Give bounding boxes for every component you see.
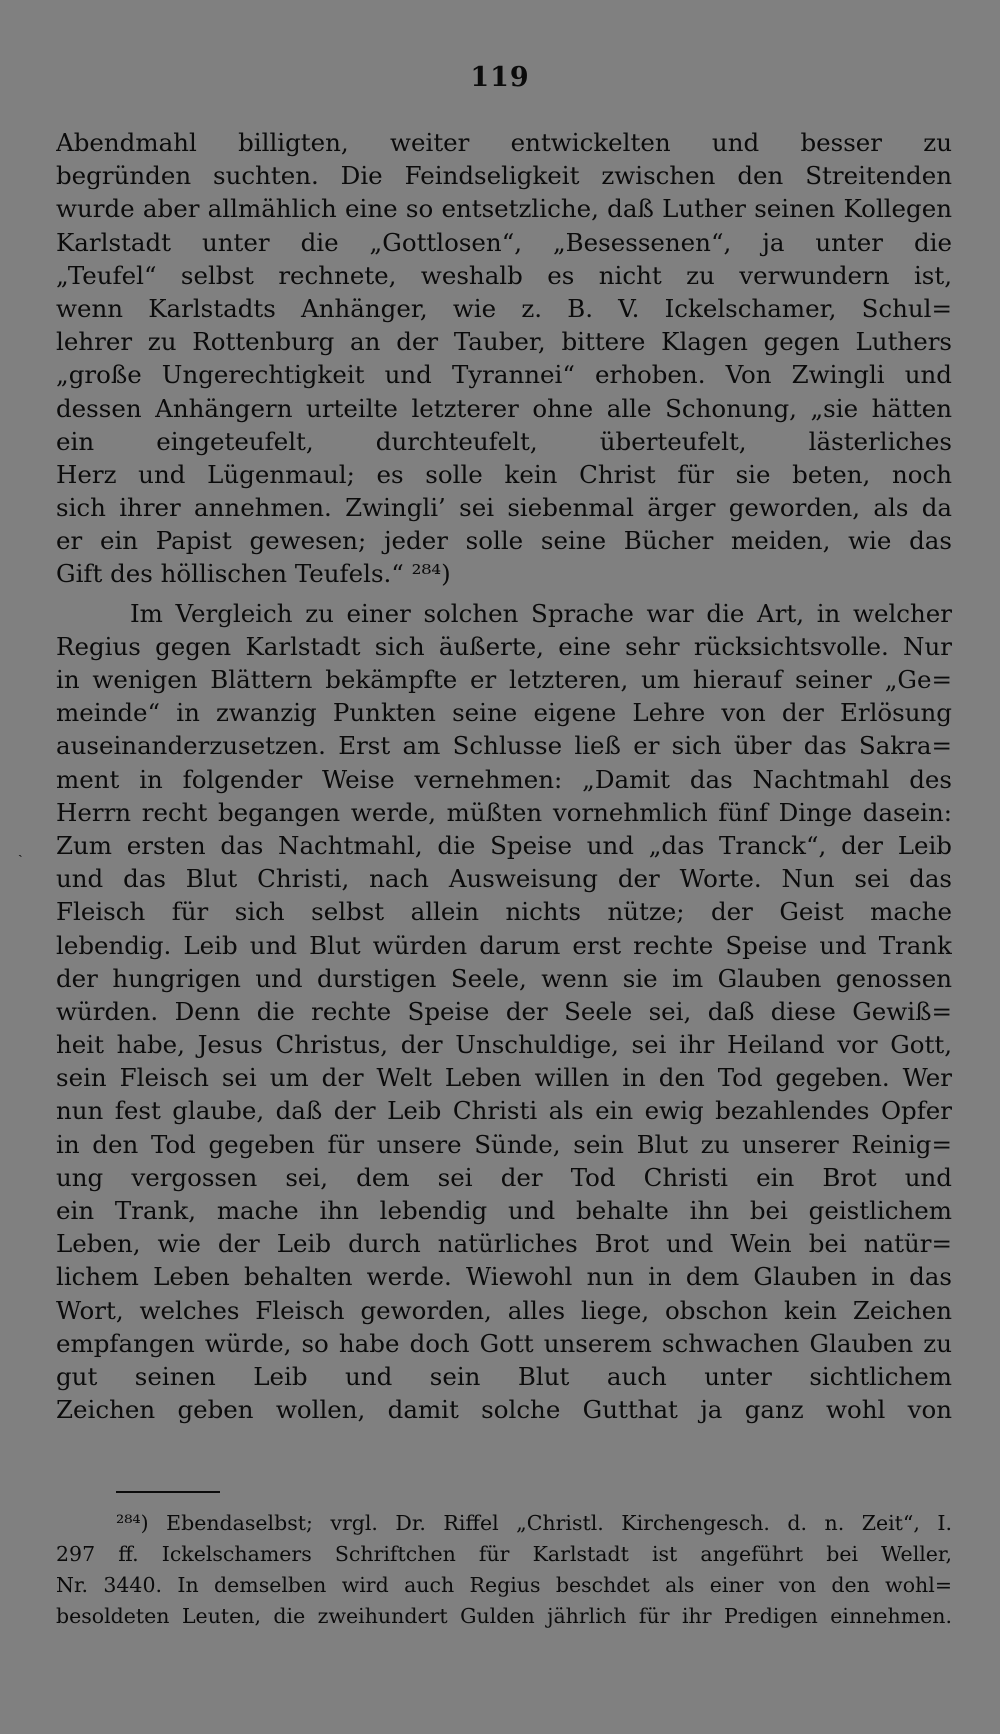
text-line: Gift des höllischen Teufels.“ ²⁸⁴) bbox=[56, 559, 451, 589]
text-line: Regius gegen Karlstadt sich äußerte, eine sehr rücksichtsvolle. Nur bbox=[56, 631, 952, 661]
text-line: begründen suchten. Die Feindseligkeit zwischen den Streitenden bbox=[56, 161, 952, 191]
paragraph-1 bbox=[56, 126, 952, 591]
text-line: sein Fleisch sei um der Welt Leben willen in den Tod gegeben. Wer bbox=[56, 1063, 952, 1093]
text-line: auseinanderzusetzen. Erst am Schlusse ließ er sich über das Sakra= bbox=[56, 731, 952, 761]
text-line: in den Tod gegeben für unsere Sünde, sein Blut zu unserer Reinig= bbox=[56, 1129, 952, 1159]
text-line: Zum ersten das Nachtmahl, die Speise und „das Tranck“, der Leib bbox=[56, 830, 952, 860]
text-line: empfangen würde, so habe doch Gott unserem schwachen Glauben zu bbox=[56, 1328, 952, 1358]
text-line: Abendmahl billigten, weiter entwickelten und besser zu bbox=[56, 128, 952, 157]
text-line: Fleisch für sich selbst allein nichts nütze; der Geist mache bbox=[56, 897, 952, 927]
footnote-rule bbox=[116, 1491, 220, 1493]
text-line: dessen Anhängern urteilte letzterer ohne alle Schonung, „sie hätten bbox=[56, 393, 952, 423]
text-line: ein Trank, mache ihn lebendig und behalte ihn bei geistlichem bbox=[56, 1196, 952, 1225]
text-line: Herz und Lügenmaul; es solle kein Christ für sie beten, noch bbox=[56, 459, 952, 489]
paragraph-2 bbox=[56, 597, 952, 1427]
page-number: 119 bbox=[470, 62, 530, 93]
text-line: der hungrigen und durstigen Seele, wenn sie im Glauben genossen bbox=[56, 963, 952, 993]
text-line: Zeichen geben wollen, damit solche Gutthat ja ganz wohl von bbox=[56, 1395, 952, 1425]
footnote-line: besoldeten Leuten, die zweihundert Gulden jährlich für ihr Predigen einnehmen. bbox=[56, 1604, 952, 1628]
text-line: gut seinen Leib und sein Blut auch unter sichtlichem bbox=[56, 1361, 952, 1391]
text-line: lichem Leben behalten werde. Wiewohl nun in dem Glauben in das bbox=[56, 1262, 952, 1292]
text-line: wurde aber allmählich eine so entsetzliche, daß Luther seinen Kollegen bbox=[56, 194, 952, 224]
text-line: „Teufel“ selbst rechnete, weshalb es nicht zu verwundern ist, bbox=[56, 260, 952, 290]
footnotes bbox=[56, 1508, 952, 1632]
text-line: Herrn recht begangen werde, müßten vornehmlich fünf Dinge dasein: bbox=[56, 797, 952, 827]
footnote-line: Nr. 3440. In demselben wird auch Regius beschdet als einer von den wohl= bbox=[56, 1573, 952, 1597]
text-line: wenn Karlstadts Anhänger, wie z. B. V. Ickelschamer, Schul= bbox=[56, 293, 952, 323]
text-line: nun fest glaube, daß der Leib Christi als ein ewig bezahlendes Opfer bbox=[56, 1096, 952, 1126]
footnote-line: ²⁸⁴) Ebendaselbst; vrgl. Dr. Riffel „Christl. Kirchengesch. d. n. Zeit“, I. bbox=[116, 1511, 952, 1535]
footnote-line: 297 ff. Ickelschamers Schriftchen für Karlstadt ist angeführt bei Weller, bbox=[56, 1542, 952, 1566]
text-line: meinde“ in zwanzig Punkten seine eigene Lehre von der Erlösung bbox=[56, 698, 952, 728]
text-line: und das Blut Christi, nach Ausweisung der Worte. Nun sei das bbox=[56, 864, 952, 894]
text-line: ung vergossen sei, dem sei der Tod Christi ein Brot und bbox=[56, 1162, 952, 1192]
text-line: in wenigen Blättern bekämpfte er letzteren, um hierauf seiner „Ge= bbox=[56, 665, 952, 694]
stray-mark: ˎ bbox=[18, 842, 23, 858]
text-line: ment in folgender Weise vernehmen: „Damit das Nachtmahl des bbox=[56, 764, 952, 794]
text-line: er ein Papist gewesen; jeder solle seine Bücher meiden, wie das bbox=[56, 526, 952, 556]
text-line: lebendig. Leib und Blut würden darum erst rechte Speise und Trank bbox=[56, 930, 952, 960]
text-line: Im Vergleich zu einer solchen Sprache war die Art, in welcher bbox=[130, 598, 952, 628]
text-line: „große Ungerechtigkeit und Tyrannei“ erhoben. Von Zwingli und bbox=[56, 360, 952, 390]
text-line: Leben, wie der Leib durch natürliches Brot und Wein bei natür= bbox=[56, 1229, 952, 1259]
body-text bbox=[56, 126, 952, 1426]
text-line: ein eingeteufelt, durchteufelt, überteufelt, lästerliches bbox=[56, 426, 952, 456]
text-line: Karlstadt unter die „Gottlosen“, „Besessenen“, ja unter die bbox=[56, 227, 952, 257]
text-line: sich ihrer annehmen. Zwingli’ sei siebenmal ärger geworden, als da bbox=[56, 493, 952, 523]
text-line: würden. Denn die rechte Speise der Seele sei, daß diese Gewiß= bbox=[56, 996, 952, 1026]
text-line: lehrer zu Rottenburg an der Tauber, bittere Klagen gegen Luthers bbox=[56, 327, 952, 357]
text-line: Wort, welches Fleisch geworden, alles liege, obschon kein Zeichen bbox=[56, 1295, 952, 1325]
text-line: heit habe, Jesus Christus, der Unschuldige, sei ihr Heiland vor Gott, bbox=[56, 1030, 952, 1060]
